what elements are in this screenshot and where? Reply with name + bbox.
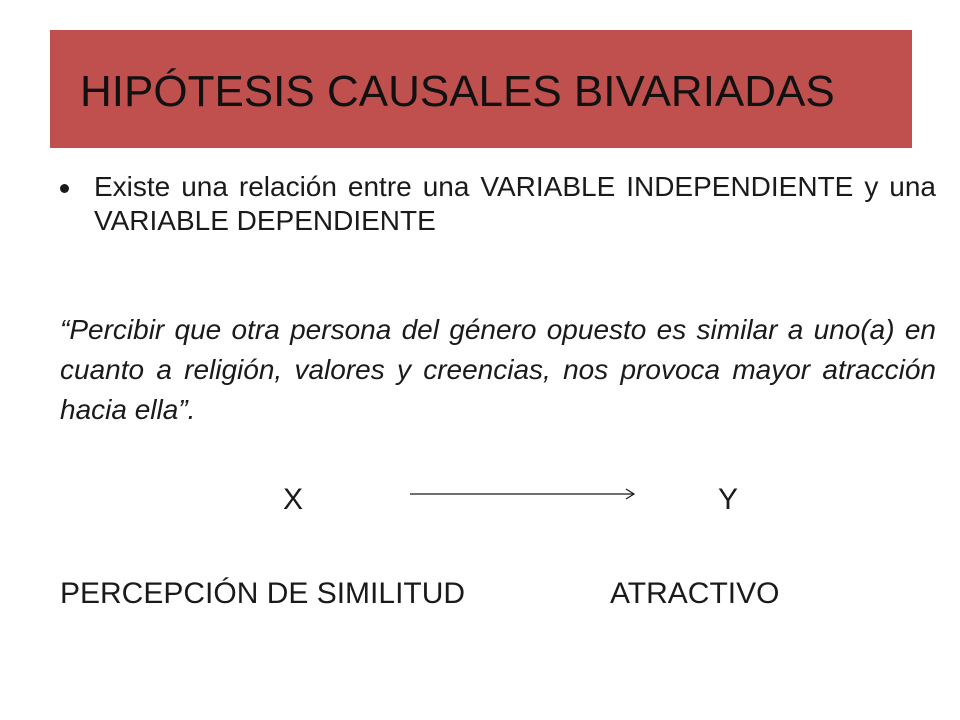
variable-x-symbol: X: [283, 483, 304, 516]
hypothesis-quote: “Percibir que otra persona del género opuesto es similar a uno(a) en cuanto a religión, valores y creencias, nos provoca mayor atracción hacia ella”.: [60, 314, 936, 425]
bullet-text: Existe una relación entre una VARIABLE INDEPENDIENTE y una VARIABLE DEPENDIENTE: [94, 171, 936, 236]
arrow-right-icon: [410, 487, 636, 501]
slide-title: HIPÓTESIS CAUSALES BIVARIADAS: [80, 67, 835, 116]
dependent-variable-label: ATRACTIVO: [610, 577, 780, 610]
title-band: [50, 30, 912, 148]
variable-y-symbol: Y: [718, 483, 739, 516]
independent-variable-label: PERCEPCIÓN DE SIMILITUD: [60, 577, 466, 610]
bullet-icon: [60, 184, 69, 193]
bullet-item: [60, 170, 936, 238]
